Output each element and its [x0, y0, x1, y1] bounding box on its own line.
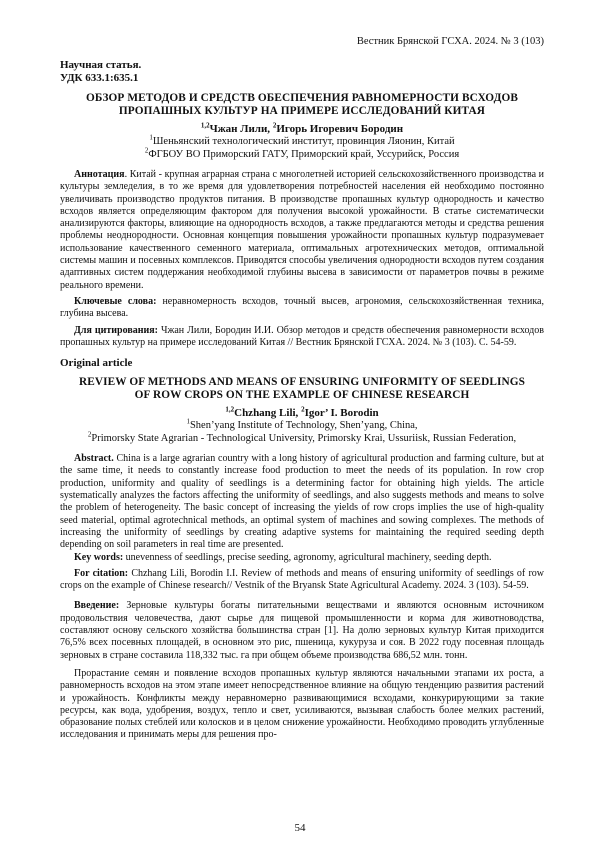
keywords-en-text: unevenness of seedlings, precise seeding, agronomy, agricultural machinery, seeding depth.	[123, 551, 492, 563]
keywords-ru-text: неравномерность всходов, точный высев, агрономия, сельскохозяйственная техника, глубина высева.	[60, 295, 544, 320]
author2-en: Igor’ I. Borodin	[304, 407, 379, 420]
title-en	[60, 376, 544, 402]
title-en-line1: REVIEW OF METHODS AND MEANS OF ENSURING UNIFORMITY OF SEEDLINGS	[79, 376, 525, 389]
journal-header: Вестник Брянской ГСХА. 2024. № 3 (103)	[356, 36, 544, 47]
keywords-en	[60, 552, 544, 564]
article-type-en: Original article	[60, 357, 133, 370]
author1-en-sup: 1,2	[225, 405, 235, 414]
aff2-text: ФГБОУ ВО Приморский ГАТУ, Приморский край, Уссурийск, Россия	[148, 148, 460, 160]
author2-ru: Игорь Игоревич Бородин	[276, 123, 404, 135]
aff2-en-sup: 2	[87, 430, 92, 439]
introduction-label: Введение:	[74, 600, 120, 612]
body-paragraph-2: Прорастание семян и появление всходов пропашных культур являются начальными этапами их роста, а равномерность всходов на этом этапе имеет непосредственное влияние на общую тенденцию развития растений и урожайность. Конфликты между неравномерно развивающимися всходами, конкурирующими за такие ресурсы, как вода, удобрения, воздух, тепло и свет, усиливаются, вызывая слабость более мелких растений, образование полых стеблей или колосков и в целом снижение урожайности. Необходимо проводить углубленные исследования и принимать меры для решения про-	[60, 667, 544, 741]
title-ru-line2: ПРОПАШНЫХ КУЛЬТУР НА ПРИМЕРЕ ИССЛЕДОВАНИЙ КИТАЯ	[118, 105, 486, 117]
affiliation-ru-2	[60, 146, 544, 162]
aff2-sup: 2	[144, 146, 149, 154]
introduction-paragraph	[60, 600, 544, 661]
authors-en	[60, 407, 544, 420]
udk-code: УДК 633.1:635.1	[60, 72, 139, 84]
author1-ru: Чжан Лили,	[209, 123, 273, 135]
abstract-en-label: Abstract.	[74, 453, 114, 465]
author2-sup: 2	[272, 121, 277, 130]
affiliation-en-1	[60, 417, 544, 433]
abstract-ru-text: . Китай - крупная аграрная страна с многолетней историей сельскохозяйственного производства и культуры земледелия, в то же время для удовлетворения потребностей населения ей необходимо постоянно увеличивать производство продуктов питания. В производстве пропашных культур однородность и качество всходов является определяющим фактором для получения высокой урожайности. В статье систематически анализируются факторы, влияющие на однородность всходов, а также предлагаются методы и средства решения проблемы неоднородности. Основная концепция повышения урожайности пропашных культур подразумевает использование качественного семенного материала, оптимальных агротехнических методов, оптимальной системы машин и посевных комплексов. Приводятся способы увеличения однородности всходов путем создания адаптивных систем поддержания необходимой глубины высева в зависимости от параметров почвы в режиме реального времени.	[60, 169, 544, 291]
title-ru-line1: ОБЗОР МЕТОДОВ И СРЕДСТВ ОБЕСПЕЧЕНИЯ РАВНОМЕРНОСТИ ВСХОДОВ	[86, 92, 518, 104]
aff2-en-text: Primorsky State Agrarian - Technological University, Primorsky Krai, Ussuriisk, Russian Federation,	[91, 432, 517, 444]
abstract-ru-label: Аннотация	[74, 169, 125, 180]
citation-en-text: Chzhang Lili, Borodin I.I. Review of methods and means of ensuring uniformity of seedlings of row crops on the example of Chinese research// Vestnik of the Bryansk State Agricultural Academy. 2024. 3 (103). 54-59.	[60, 567, 544, 592]
keywords-en-label: Key words:	[74, 551, 124, 563]
page-content	[60, 36, 544, 742]
aff1-en-sup: 1	[186, 417, 190, 426]
keywords-ru-label: Ключевые слова:	[74, 295, 157, 307]
abstract-ru	[60, 169, 544, 292]
aff1-sup: 1	[149, 133, 153, 142]
author1-sup: 1,2	[200, 121, 210, 130]
citation-ru	[60, 325, 544, 350]
affiliation-en-2	[60, 430, 544, 446]
citation-en-label: For citation:	[74, 567, 129, 579]
keywords-ru	[60, 296, 544, 321]
article-type-ru: Научная статья.	[60, 59, 142, 71]
introduction-text: Зерновые культуры богаты питательными веществами и являются основным источником продовольствия человечества, дают сырье для пищевой промышленности и корма для животноводства, составляют основу сельского хозяйства большинства стран [1]. На долю зерновых культур Китая приходится 76,5% всех посевных площадей, в основном это рис, пшеница, кукуруза и соя. В 2022 году посевная площадь зерновых в стране составила 118,332 тыс. га при общем объеме производства 686,52 млн. тонн.	[60, 600, 544, 661]
abstract-en	[60, 453, 544, 551]
citation-ru-label: Для цитирования:	[74, 324, 159, 336]
title-en-line2: OF ROW CROPS ON THE EXAMPLE OF CHINESE RESEARCH	[134, 389, 470, 402]
page-number: 54	[294, 822, 306, 834]
author1-en: Chzhang Lili,	[234, 407, 302, 420]
authors-ru	[60, 123, 544, 136]
citation-ru-text: Чжан Лили, Бородин И.И. Обзор методов и средств обеспечения равномерности всходов пропашных культур на примере исследований Китая // Вестник Брянской ГСХА. 2024. № 3 (103). С. 54-59.	[60, 324, 544, 348]
citation-en	[60, 568, 544, 593]
aff1-text: Шеньянский технологический институт, провинция Ляонин, Китай	[152, 136, 455, 147]
author2-en-sup: 2	[301, 405, 305, 414]
aff1-en-text: Shen’yang Institute of Technology, Shen’yang, China,	[189, 420, 418, 432]
title-ru	[60, 92, 544, 118]
abstract-en-text: China is a large agrarian country with a long history of agricultural production and farming culture, but at the same time, it needs to constantly increase food production to meet the needs of its population. In row crop production, uniformity and quality of seedlings is a determining factor for obtaining high yields. The article systematically analyzes the factors affecting the uniformity of seedlings, and also suggests methods and means to solve the problem of heterogeneity. The basic concept of increasing the yields of row crops implies the use of high-quality seed material, optimal agrotechnical methods, an optimal system of machines and sowing complexes. The methods of increasing the uniformity of seedlings by creating adaptive systems for maintaining the required seeding depth depending on soil parameters in real time are presented.	[60, 453, 544, 551]
affiliation-ru-1	[60, 133, 544, 149]
